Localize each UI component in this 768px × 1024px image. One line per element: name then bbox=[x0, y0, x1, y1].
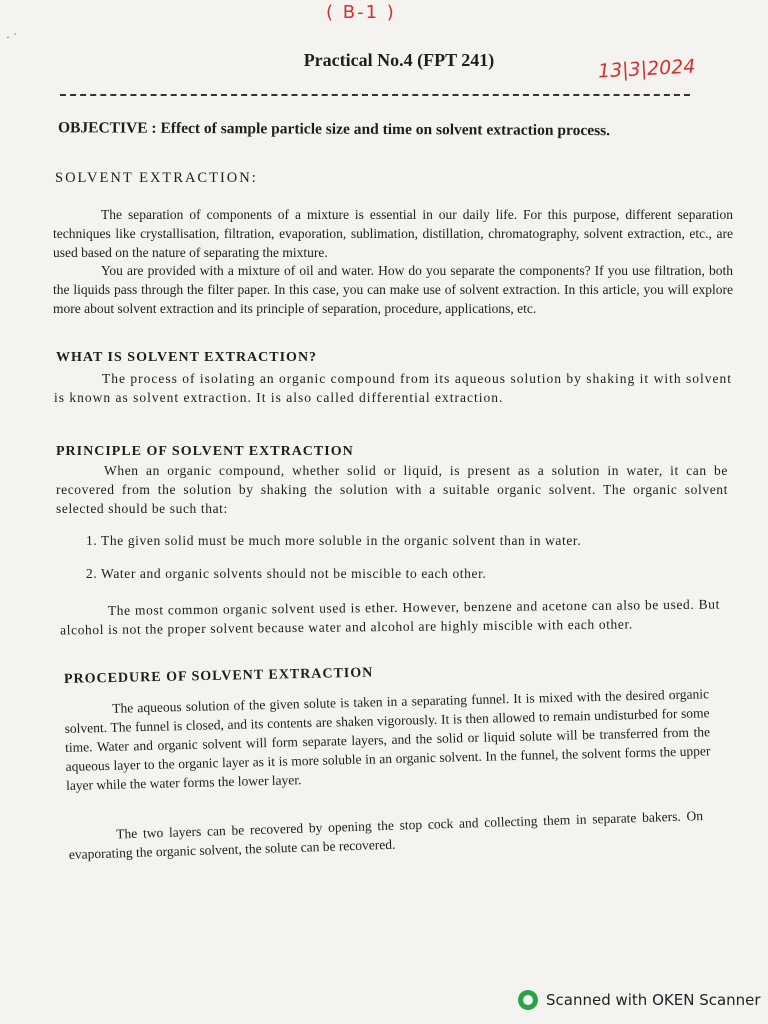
paragraph-solvents: The most common organic solvent used is ether. However, benzene and acetone can also be used. But alcohol is not the proper solvent because water and alcohol are highly miscible with each other. bbox=[60, 596, 720, 638]
paragraph-oil-water: You are provided with a mixture of oil and water. How do you separate the components? If you use filtration, both the liquids pass through the filter paper. In this case, you can make use of solvent extraction. In this article, you will explore more about solvent extraction and its principle of separation, procedure, applications, etc. bbox=[53, 263, 733, 316]
page-title: Practical No.4 (FPT 241) bbox=[303, 50, 495, 70]
heading-procedure: PROCEDURE OF SOLVENT EXTRACTION bbox=[63, 665, 374, 687]
paragraph-intro: The separation of components of a mixture is essential in our daily life. For this purpose, different separation techniques like crystallisation, filtration, evaporation, sublimation, distillation, chromatography, solvent extraction, etc., are used based on the nature of separating the mixture. bbox=[53, 207, 733, 260]
paragraph-procedure: The aqueous solution of the given solute is taken in a separating funnel. It is mixed with the desired organic solvent. The funnel is closed, and its contents are shaken vigorously. It is then allowed to remain undisturbed for some time. Water and organic solvent will form separate layers, and the solid or liquid solute will be transferred from the aqueous layer to the organic layer as it is more soluble in an organic solvent. In the funnel, the solvent forms the upper layer while the water forms the lower layer. bbox=[64, 686, 711, 793]
margin-dots: · ˙ bbox=[6, 30, 17, 44]
objective-line: OBJECTIVE : Effect of sample particle size and time on solvent extraction process. bbox=[57, 119, 611, 140]
scanner-watermark bbox=[518, 990, 761, 1010]
scanner-label: Scanned with OKEN Scanner bbox=[546, 991, 761, 1009]
heading-principle: PRINCIPLE OF SOLVENT EXTRACTION bbox=[56, 444, 354, 459]
list-item: 2. Water and organic solvents should not be miscible to each other. bbox=[86, 566, 487, 581]
paragraph-recovery: The two layers can be recovered by opening the stop cock and collecting them in separate bakers. On evaporating the organic solvent, the solute can be recovered. bbox=[68, 808, 704, 862]
heading-solvent-extraction: SOLVENT EXTRACTION: bbox=[55, 170, 258, 186]
list-item: 1. The given solid must be much more soluble in the organic solvent than in water. bbox=[86, 533, 582, 548]
handwritten-date: 13|3|2024 bbox=[597, 55, 696, 83]
paragraph-principle: When an organic compound, whether solid or liquid, is present as a solution in water, it can be recovered from the solution by shaking the solution with a suitable organic solvent. The organic solvent selected should be such that: bbox=[56, 463, 728, 516]
heading-what-is: WHAT IS SOLVENT EXTRACTION? bbox=[56, 350, 318, 365]
oken-logo-icon bbox=[518, 990, 538, 1010]
paragraph-definition: The process of isolating an organic compound from its aqueous solution by shaking it with solvent is known as solvent extraction. It is also called differential extraction. bbox=[54, 371, 732, 405]
dashed-divider bbox=[60, 94, 690, 96]
handwritten-batch-mark: ( B-1 ) bbox=[326, 2, 396, 23]
